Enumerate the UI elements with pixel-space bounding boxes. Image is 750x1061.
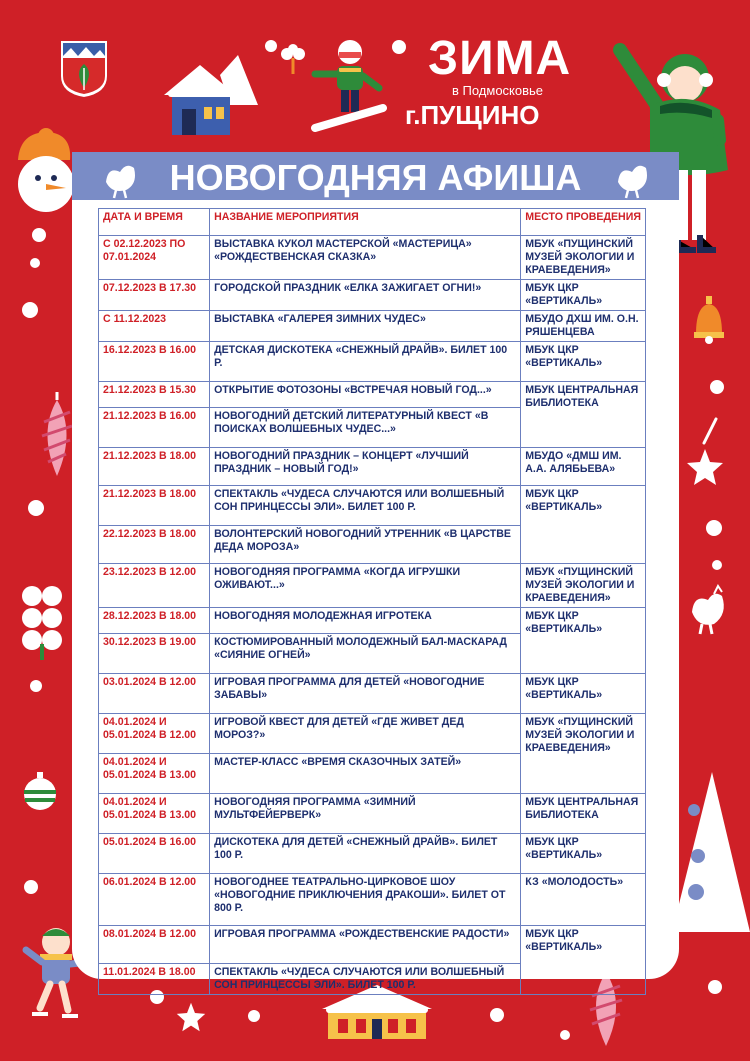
- row-venue: КЗ «МОЛОДОСТЬ»: [521, 874, 646, 926]
- row-date: 04.01.2024 И 05.01.2024 В 13.00: [99, 754, 210, 794]
- poster-card: [72, 152, 679, 991]
- snow-dot: [30, 680, 42, 692]
- table-row: [99, 794, 646, 834]
- snowman-icon: [10, 122, 80, 232]
- christmas-tree-icon: [672, 772, 750, 932]
- coat-of-arms-icon: [58, 38, 110, 100]
- snow-dot: [710, 380, 724, 394]
- snow-dot: [490, 1008, 504, 1022]
- star-icon: [176, 1002, 206, 1032]
- row-event: НОВОГОДНИЙ ДЕТСКИЙ ЛИТЕРАТУРНЫЙ КВЕСТ «В ПОИСКАХ ВОЛШЕБНЫХ ЧУДЕС...»: [210, 408, 521, 448]
- row-event: СПЕКТАКЛЬ «ЧУДЕСА СЛУЧАЮТСЯ ИЛИ ВОЛШЕБНЫЙ СОН ПРИНЦЕССЫ ЭЛИ». БИЛЕТ 100 Р.: [210, 964, 521, 995]
- flower-cluster-icon: [18, 584, 66, 660]
- snow-dot: [706, 520, 722, 536]
- snow-dot: [392, 40, 406, 54]
- row-venue: МБУК ЦКР «ВЕРТИКАЛЬ»: [521, 674, 646, 714]
- row-event: СПЕКТАКЛЬ «ЧУДЕСА СЛУЧАЮТСЯ ИЛИ ВОЛШЕБНЫЙ СОН ПРИНЦЕССЫ ЭЛИ». БИЛЕТ 100 Р.: [210, 486, 521, 526]
- snow-dot: [248, 1010, 260, 1022]
- row-date: 21.12.2023 В 18.00: [99, 486, 210, 526]
- row-event: ВОЛОНТЕРСКИЙ НОВОГОДНИЙ УТРЕННИК «В ЦАРСТВЕ ДЕДА МОРОЗА»: [210, 526, 521, 564]
- snow-dot: [24, 880, 38, 894]
- striped-ball-icon: [22, 772, 58, 812]
- poster-title: НОВОГОДНЯЯ АФИША: [169, 157, 582, 198]
- table-row: [99, 674, 646, 714]
- star-icon: [686, 448, 724, 486]
- row-venue: МБУК ЦЕНТРАЛЬНАЯ БИБЛИОТЕКА: [521, 794, 646, 834]
- table-row: [99, 448, 646, 486]
- row-event: НОВОГОДНЯЯ МОЛОДЕЖНАЯ ИГРОТЕКА: [210, 608, 521, 634]
- snow-dot: [708, 980, 722, 994]
- row-date: 21.12.2023 В 15.30: [99, 382, 210, 408]
- table-row: [99, 486, 646, 526]
- row-event: НОВОГОДНИЙ ПРАЗДНИК – КОНЦЕРТ «ЛУЧШИЙ ПРАЗДНИК – НОВЫЙ ГОД!»: [210, 448, 521, 486]
- row-date: 16.12.2023 В 16.00: [99, 342, 210, 382]
- table-row: [99, 280, 646, 311]
- snow-dot: [560, 1030, 570, 1040]
- row-event: ИГРОВАЯ ПРОГРАММА ДЛЯ ДЕТЕЙ «НОВОГОДНИЕ ЗАБАВЫ»: [210, 674, 521, 714]
- table-row: [99, 564, 646, 608]
- snow-dot: [712, 560, 722, 570]
- row-venue: МБУК ЦКР «ВЕРТИКАЛЬ»: [521, 926, 646, 995]
- row-venue: МБУК ЦКР «ВЕРТИКАЛЬ»: [521, 834, 646, 874]
- table-row: [99, 342, 646, 382]
- row-event: НОВОГОДНЯЯ ПРОГРАММА «ЗИМНИЙ МУЛЬТФЕЙЕРВЕРК»: [210, 794, 521, 834]
- row-date: 21.12.2023 В 16.00: [99, 408, 210, 448]
- row-event: ГОРОДСКОЙ ПРАЗДНИК «ЕЛКА ЗАЖИГАЕТ ОГНИ!»: [210, 280, 521, 311]
- row-date: 08.01.2024 В 12.00: [99, 926, 210, 964]
- row-venue: МБУК «ПУЩИНСКИЙ МУЗЕЙ ЭКОЛОГИИ И КРАЕВЕДЕНИЯ»: [521, 564, 646, 608]
- row-venue: МБУК «ПУЩИНСКИЙ МУЗЕЙ ЭКОЛОГИИ И КРАЕВЕДЕНИЯ»: [521, 714, 646, 794]
- row-venue: МБУК ЦКР «ВЕРТИКАЛЬ»: [521, 280, 646, 311]
- row-date: 11.01.2024 В 18.00: [99, 964, 210, 995]
- row-event: КОСТЮМИРОВАННЫЙ МОЛОДЕЖНЫЙ БАЛ-МАСКАРАД «СИЯНИЕ ОГНЕЙ»: [210, 634, 521, 674]
- row-event: ДЕТСКАЯ ДИСКОТЕКА «СНЕЖНЫЙ ДРАЙВ». БИЛЕТ 100 Р.: [210, 342, 521, 382]
- table-row: [99, 926, 646, 964]
- header-venue: МЕСТО ПРОВЕДЕНИЯ: [521, 209, 646, 236]
- header-event: НАЗВАНИЕ МЕРОПРИЯТИЯ: [210, 209, 521, 236]
- row-date: 03.01.2024 В 12.00: [99, 674, 210, 714]
- table-row: [99, 382, 646, 408]
- row-date: 21.12.2023 В 18.00: [99, 448, 210, 486]
- table-row: [99, 311, 646, 342]
- snowboarder-icon: [305, 36, 385, 136]
- city-name: г.ПУЩИНО: [405, 100, 540, 130]
- table-header-row: [99, 209, 646, 236]
- snow-dot: [22, 302, 38, 318]
- row-event: МАСТЕР-КЛАСС «ВРЕМЯ СКАЗОЧНЫХ ЗАТЕЙ»: [210, 754, 521, 794]
- table-row: [99, 714, 646, 754]
- row-date: С 02.12.2023 ПО 07.01.2024: [99, 236, 210, 280]
- row-venue: МБУК ЦКР «ВЕРТИКАЛЬ»: [521, 342, 646, 382]
- row-event: ВЫСТАВКА КУКОЛ МАСТЕРСКОЙ «МАСТЕРИЦА» «РОЖДЕСТВЕНСКАЯ СКАЗКА»: [210, 236, 521, 280]
- snow-dot: [30, 258, 40, 268]
- table-row: [99, 236, 646, 280]
- header-date: ДАТА И ВРЕМЯ: [99, 209, 210, 236]
- bell-icon: [692, 296, 726, 344]
- row-date: С 11.12.2023: [99, 311, 210, 342]
- events-table: [98, 208, 646, 995]
- row-date: 30.12.2023 В 19.00: [99, 634, 210, 674]
- row-event: ДИСКОТЕКА ДЛЯ ДЕТЕЙ «СНЕЖНЫЙ ДРАЙВ». БИЛЕТ 100 Р.: [210, 834, 521, 874]
- table-row: [99, 834, 646, 874]
- row-date: 06.01.2024 В 12.00: [99, 874, 210, 926]
- row-event: ВЫСТАВКА «ГАЛЕРЕЯ ЗИМНИХ ЧУДЕС»: [210, 311, 521, 342]
- row-venue: МБУК «ПУЩИНСКИЙ МУЗЕЙ ЭКОЛОГИИ И КРАЕВЕДЕНИЯ»: [521, 236, 646, 280]
- row-venue: МБУДО ДХШ ИМ. О.Н. РЯШЕНЦЕВА: [521, 311, 646, 342]
- row-date: 28.12.2023 В 18.00: [99, 608, 210, 634]
- row-venue: МБУК ЦЕНТРАЛЬНАЯ БИБЛИОТЕКА: [521, 382, 646, 448]
- row-event: ИГРОВАЯ ПРОГРАММА «РОЖДЕСТВЕНСКИЕ РАДОСТИ»: [210, 926, 521, 964]
- row-date: 04.01.2024 И 05.01.2024 В 13.00: [99, 794, 210, 834]
- row-date: 22.12.2023 В 18.00: [99, 526, 210, 564]
- region-subtitle: в Подмосковье: [452, 83, 544, 98]
- sparkle-icon: [700, 415, 720, 445]
- row-event: ИГРОВОЙ КВЕСТ ДЛЯ ДЕТЕЙ «ГДЕ ЖИВЕТ ДЕД МОРОЗ?»: [210, 714, 521, 754]
- berry-icon: [280, 44, 306, 76]
- snow-dot: [265, 40, 277, 52]
- row-venue: МБУК ЦКР «ВЕРТИКАЛЬ»: [521, 486, 646, 564]
- table-row: [99, 874, 646, 926]
- row-event: НОВОГОДНЯЯ ПРОГРАММА «КОГДА ИГРУШКИ ОЖИВАЮТ...»: [210, 564, 521, 608]
- brand-title: ЗИМА: [428, 32, 572, 85]
- snow-dot: [28, 500, 44, 516]
- row-date: 07.12.2023 В 17.30: [99, 280, 210, 311]
- row-event: ОТКРЫТИЕ ФОТОЗОНЫ «ВСТРЕЧАЯ НОВЫЙ ГОД...»: [210, 382, 521, 408]
- row-venue: МБУДО «ДМШ ИМ. А.А. АЛЯБЬЕВА»: [521, 448, 646, 486]
- house-icon: [160, 55, 260, 137]
- row-venue: МБУК ЦКР «ВЕРТИКАЛЬ»: [521, 608, 646, 674]
- row-event: НОВОГОДНЕЕ ТЕАТРАЛЬНО-ЦИРКОВОЕ ШОУ «НОВОГОДНИЕ ПРИКЛЮЧЕНИЯ ДРАКОШИ». БИЛЕТ ОТ 800 Р.: [210, 874, 521, 926]
- row-date: 04.01.2024 И 05.01.2024 В 12.00: [99, 714, 210, 754]
- rooster-icon: [684, 584, 730, 634]
- row-date: 23.12.2023 В 12.00: [99, 564, 210, 608]
- row-date: 05.01.2024 В 16.00: [99, 834, 210, 874]
- table-row: [99, 608, 646, 634]
